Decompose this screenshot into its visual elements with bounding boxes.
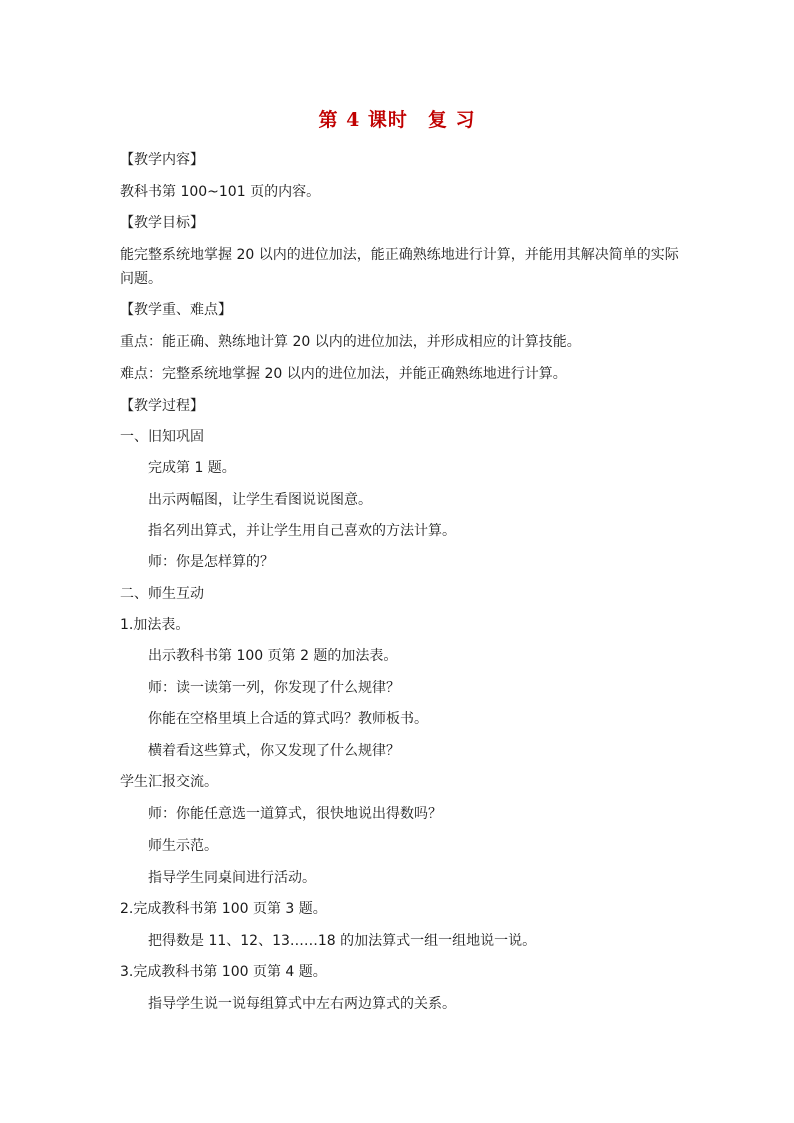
goal-text: 能完整系统地掌握 20 以内的进位加法，能正确熟练地进行计算，并能用其解决简单的实际问题。	[120, 247, 679, 287]
item1-line-6: 师：你能任意选一道算式，很快地说出得数吗？	[148, 806, 442, 822]
item1-line-5: 学生汇报交流。	[120, 774, 218, 790]
content-heading: 【教学内容】	[120, 152, 204, 168]
item1-heading: 1.加法表。	[120, 617, 190, 633]
item1-line-8: 指导学生同桌间进行活动。	[148, 870, 316, 886]
item1-line-7: 师生示范。	[148, 838, 218, 854]
difficult-point: 难点：完整系统地掌握 20 以内的进位加法，并能正确熟练地进行计算。	[120, 366, 567, 382]
goal-heading: 【教学目标】	[120, 215, 204, 231]
item1-line-3: 你能在空格里填上合适的算式吗？教师板书。	[148, 711, 428, 727]
part2-heading: 二、师生互动	[120, 586, 204, 602]
part1-line-3: 指名列出算式，并让学生用自己喜欢的方法计算。	[148, 523, 456, 539]
key-heading: 【教学重、难点】	[120, 302, 232, 318]
item1-line-2: 师：读一读第一列，你发现了什么规律？	[148, 680, 400, 696]
part1-heading: 一、旧知巩固	[120, 429, 204, 445]
part1-line-1: 完成第 1 题。	[148, 460, 236, 476]
item1-line-1: 出示教科书第 100 页第 2 题的加法表。	[148, 648, 398, 664]
item3-heading: 3.完成教科书第 100 页第 4 题。	[120, 964, 327, 980]
item2-heading: 2.完成教科书第 100 页第 3 题。	[120, 901, 327, 917]
key-point: 重点：能正确、熟练地计算 20 以内的进位加法，并形成相应的计算技能。	[120, 334, 581, 350]
process-heading: 【教学过程】	[120, 398, 204, 414]
item1-line-4: 横着看这些算式，你又发现了什么规律？	[148, 743, 400, 759]
document-title: 第 4 课时 复 习	[318, 109, 476, 131]
content-text: 教科书第 100~101 页的内容。	[120, 184, 321, 200]
item3-line-1: 指导学生说一说每组算式中左右两边算式的关系。	[148, 996, 456, 1012]
item2-line-1: 把得数是 11、12、13……18 的加法算式一组一组地说一说。	[148, 933, 537, 949]
part1-line-2: 出示两幅图，让学生看图说说图意。	[148, 492, 372, 508]
part1-line-4: 师：你是怎样算的？	[148, 554, 274, 570]
